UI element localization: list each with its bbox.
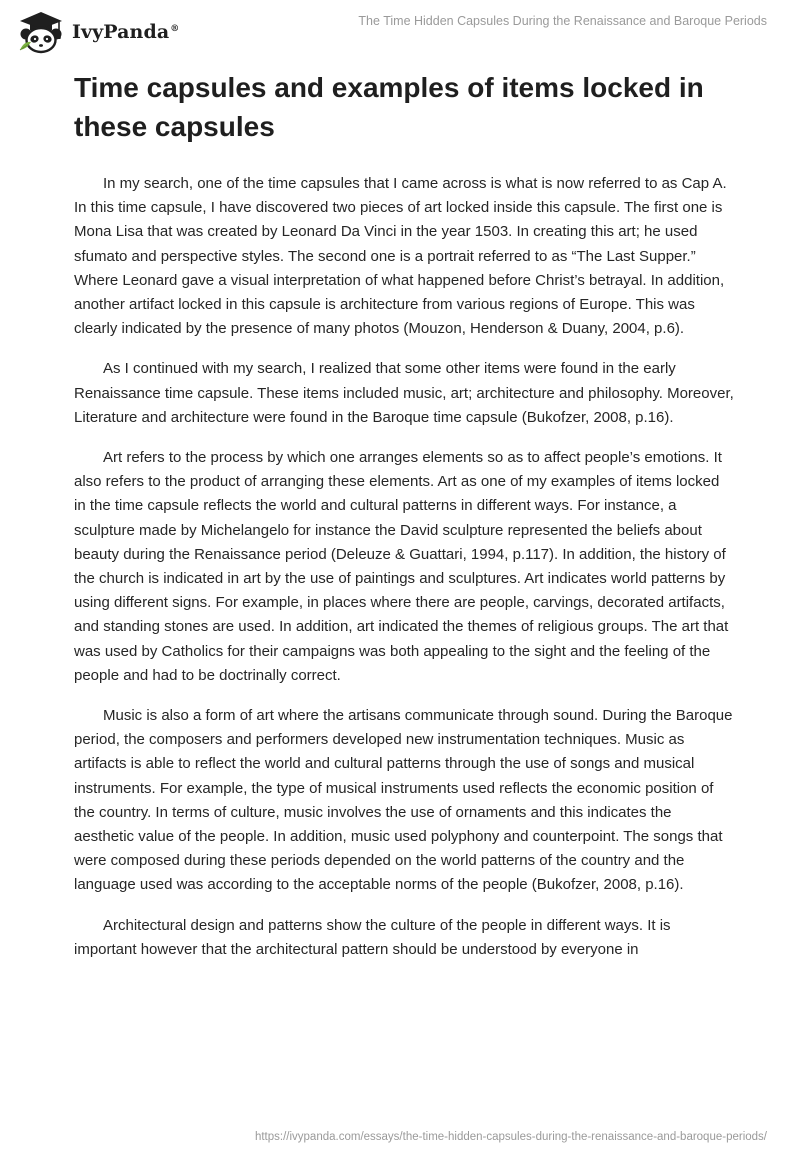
paragraph: Architectural design and patterns show the culture of the people in different ways. It is important however that the architectural pattern should be understood by everyone in — [74, 916, 671, 958]
source-url[interactable]: https://ivypanda.com/essays/the-time-hidden-capsules-during-the-renaissance-and-baroque-periods/ — [254, 1131, 767, 1143]
brand-name: IvyPanda® — [72, 21, 180, 43]
page-header — [0, 0, 800, 60]
article-body — [74, 172, 734, 978]
paragraph: As I continued with my search, I realized that some other items were found in the early Renaissance time capsule. These items included music, art; architecture and philosophy. Moreover, Literature and architecture were found in the Baroque time capsule (Bukofzer, 2008, p.16). — [74, 360, 734, 426]
document-title: The Time Hidden Capsules During the Renaissance and Baroque Periods — [358, 14, 767, 28]
ivypanda-logo[interactable] — [14, 9, 179, 55]
paragraph: In my search, one of the time capsules that I came across is what is now referred to as Cap A. In this time capsule, I have discovered two pieces of art locked inside this capsule. The first one is Mona Lisa that was created by Leonard Da Vinci in the year 1503. In creating this art; he used sfumato and perspective styles. The second one is a portrait referred to as “The Last Supper.” Where Leonard gave a visual interpretation of what happened before Christ’s betrayal. In addition, another artifact locked in this capsule is architecture from various regions of Europe. This was clearly indicated by the presence of many photos (Mouzon, Henderson & Duany, 2004, p.6). — [74, 175, 727, 338]
article-heading: Time capsules and examples of items locked in these capsules — [74, 72, 704, 142]
paragraph: Art refers to the process by which one arranges elements so as to affect people’s emotions. It also refers to the product of arranging these elements. Art as one of my examples of items locked in the time capsule reflects the world and cultural patterns in different ways. For instance, a sculpture made by Michelangelo for instance the David sculpture represented the beliefs about beauty during the Renaissance period (Deleuze & Guattari, 1994, p.117). In addition, the history of the church is indicated in art by the use of paintings and sculptures. Art indicates world patterns by using different signs. For example, in places where there are people, carvings, decorated artifacts, and standing stones are used. In addition, art indicated the themes of religious groups. The art that was used by Catholics for their campaigns was both appealing to the sight and the feeling of the people and had to be doctrinally correct. — [74, 449, 729, 684]
registered-mark: ® — [170, 24, 180, 34]
panda-logo-icon — [14, 9, 68, 55]
paragraph: Music is also a form of art where the artisans communicate through sound. During the Baroque period, the composers and performers developed new instrumentation techniques. Music as artifacts is able to reflect the world and cultural patterns through the use of songs and musical instruments. For example, the type of musical instruments used reflects the economic position of the country. In terms of culture, music involves the use of ornaments and this indicates the aesthetic value of the people. In addition, music used polyphony and counterpoint. The songs that were composed during these periods depended on the world patterns of the country and the language used was according to the acceptable norms of the people (Bukofzer, 2008, p.16). — [74, 707, 733, 894]
